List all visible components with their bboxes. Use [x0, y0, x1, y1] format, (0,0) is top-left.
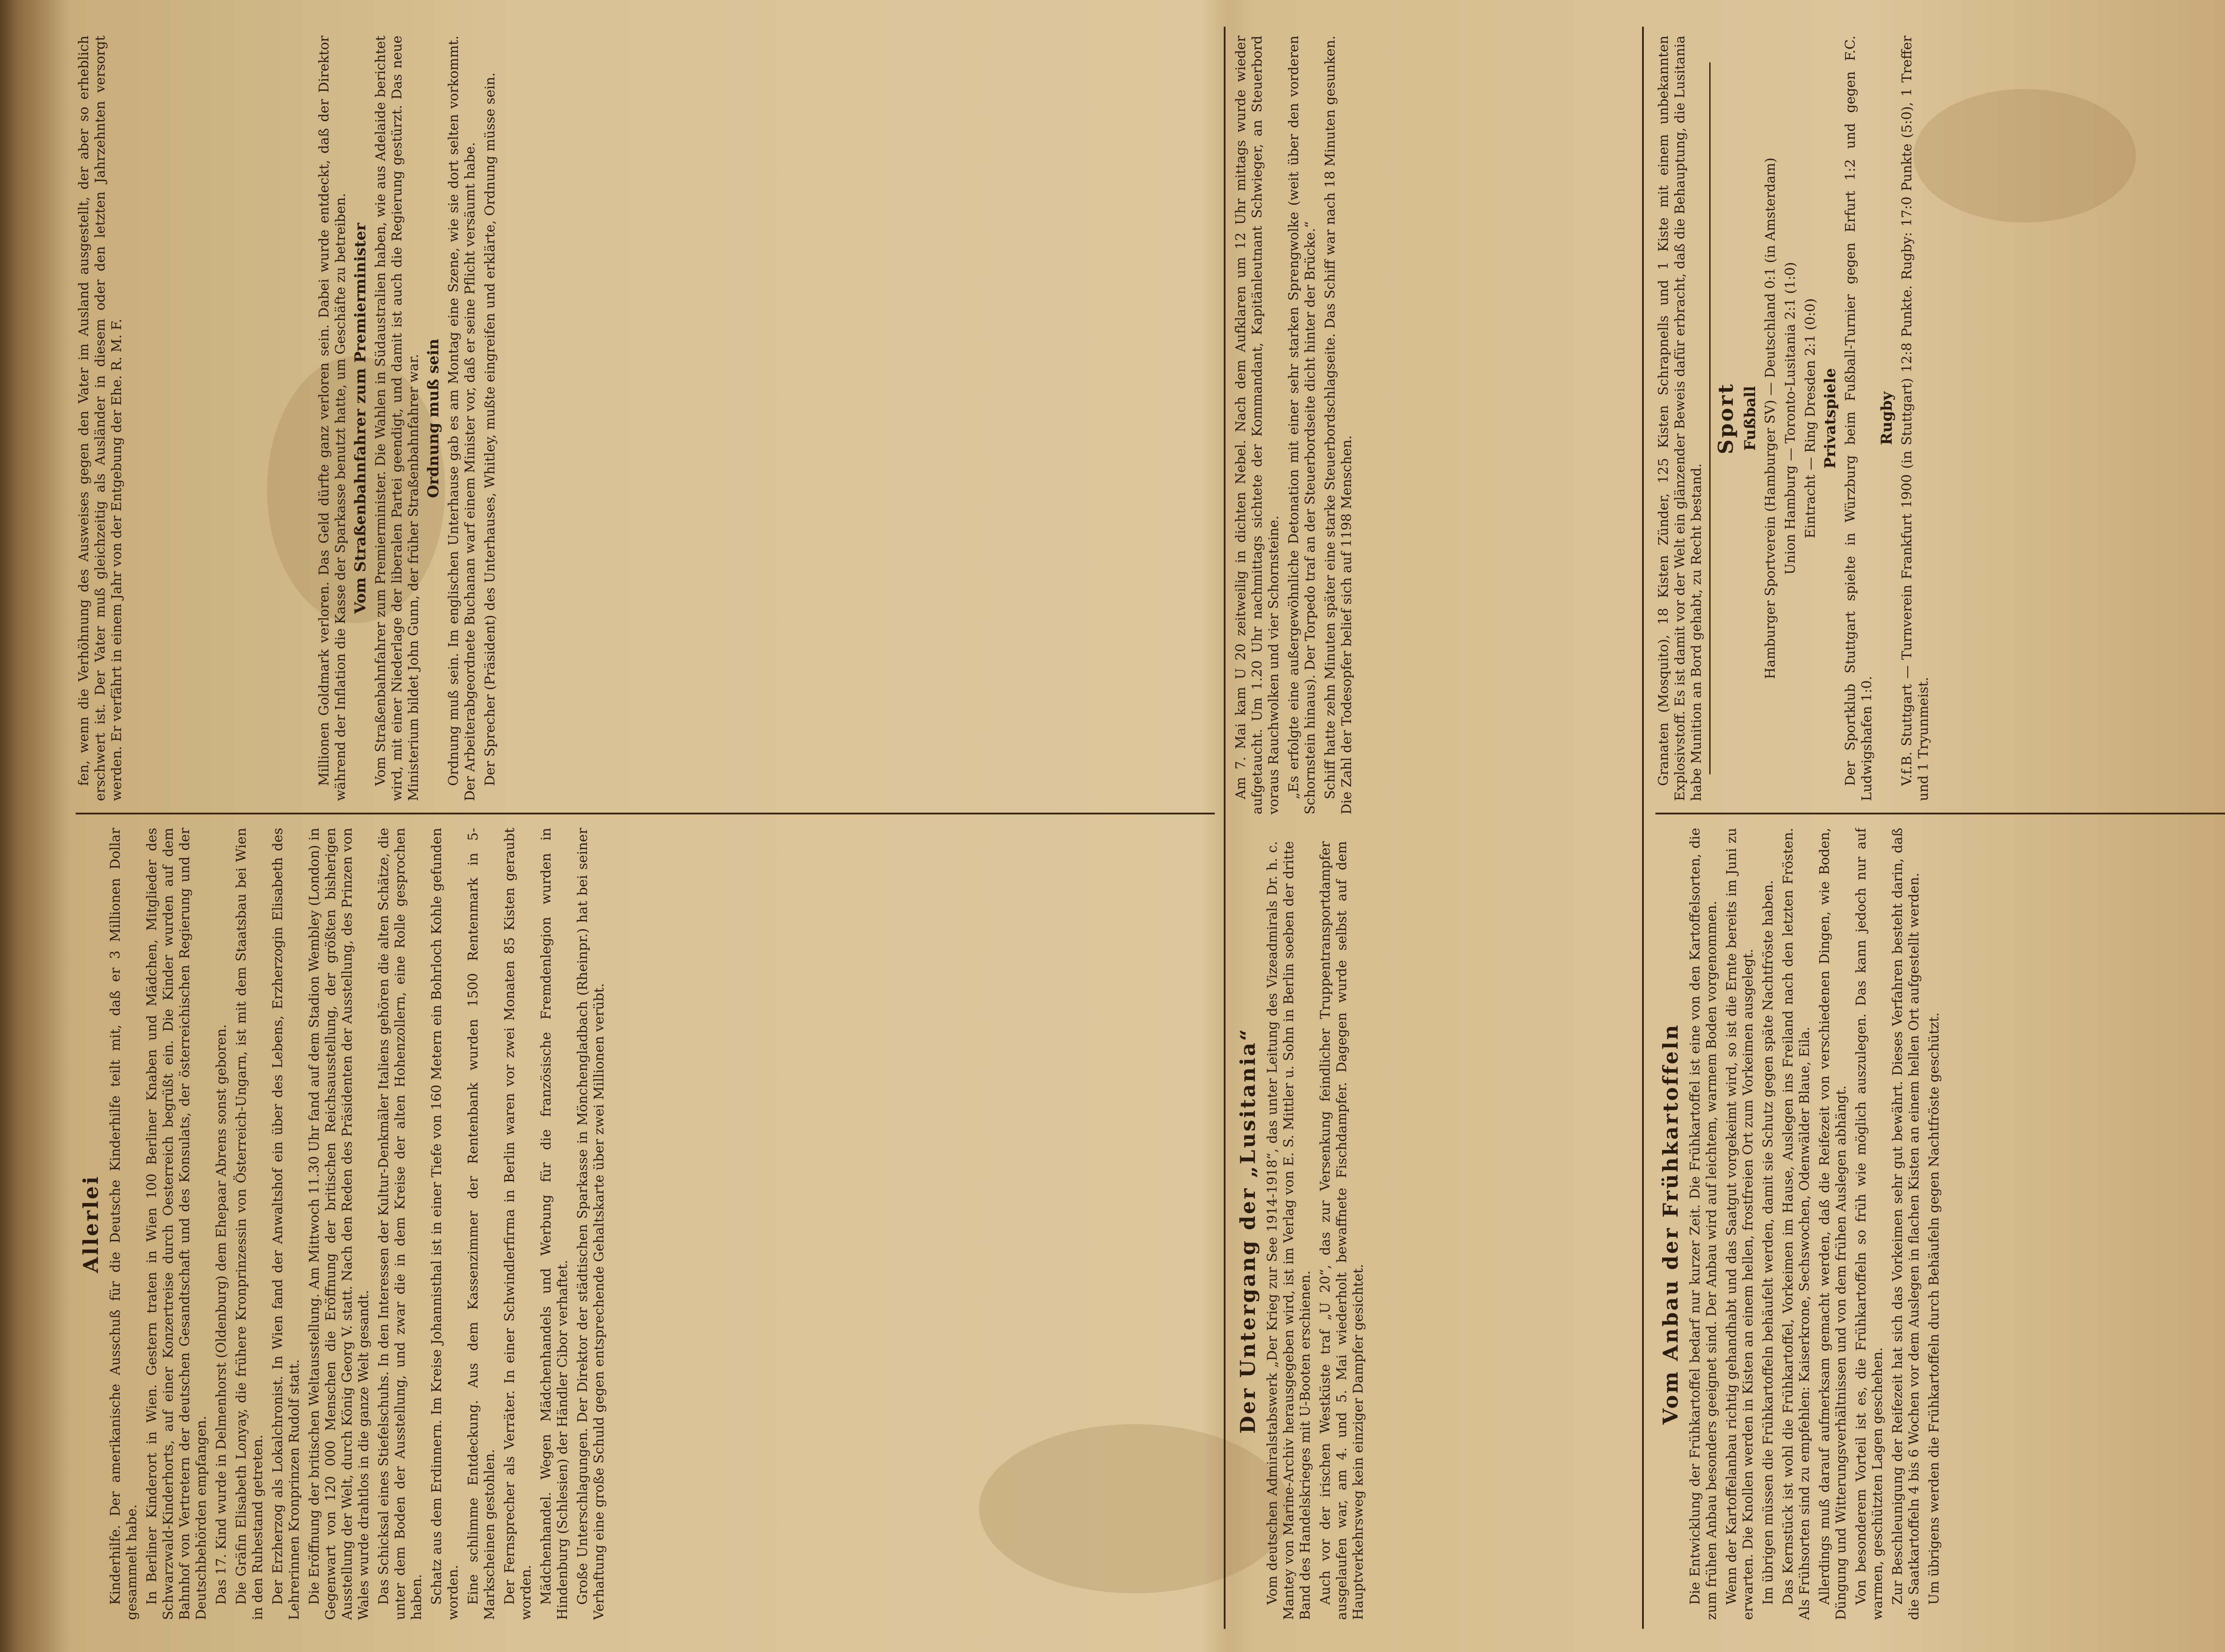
- paragraph: Die Entwicklung der Frühkartoffel bedarf nur kurzer Zeit. Die Frühkartoffel ist eine von den Kartoffelsorten, die zum frühen Anbau besonders geeignet sind. Der Anbau wird auf leichtem, warmem Boden vorgenommen.: [1687, 828, 1719, 1620]
- text-column-6: [1655, 828, 2225, 1620]
- paragraph: Der Sprecher (Präsident) des Unterhauses, Whitley, mußte eingreifen und erklärte, Ordnung müsse sein.: [482, 72, 498, 786]
- paragraph: Allerdings muß darauf aufmerksam gemacht werden, daß die Reifezeit von verschiedenen Dingen, wie Boden, Düngung und Witterungsverhältnissen und von dem frühen Auslegen abhängt.: [1817, 828, 1849, 1620]
- column-divider: [1655, 813, 2225, 814]
- text-column-4: [1233, 36, 1633, 1620]
- paragraph: Das Schicksal eines Stiefelschuhs. In den Interessen der Kultur-Denkmäler Italiens gehören die alten Schätze, die unter dem Boden der Ausstellung, und zwar die in dem Kreise der alten Hohenzollern, eine Rolle gesprochen haben.: [376, 828, 425, 1620]
- paragraph: V.f.B. Stuttgart — Turnverein Frankfurt 1900 (in Stuttgart) 12:8 Punkte. Rugby: 17:0 Punkte (5:0), 1 Treffer und 1 Tryunmeist.: [1899, 36, 1931, 801]
- paragraph: Vom Straßenbahnfahrer zum Premierminister. Die Wahlen in Südaustralien haben, wie aus Adelaide berichtet wird, mit einer Niederlage der liberalen Partei geendigt, und damit ist auch die Regierung gestürzt. Das neue Ministerium bildet John Gunn, der früher Straßenbahnfahrer war.: [373, 36, 421, 801]
- paragraph: Mädchenhandel. Wegen Mädchenhandels und Werbung für die französische Fremdenlegion wurden in Hindenburg (Schlesien) der Händler Cibor verhaftet.: [538, 828, 570, 1620]
- paragraph: „Es erfolgte eine außergewöhnliche Detonation mit einer sehr starken Sprengwolke (weit über den vorderen Schornstein hinaus). Der Torpedo traf an der Steuerbordseite dicht hinter der Brücke.“: [1286, 36, 1318, 814]
- section-heading-allerlei: Allerlei: [79, 1174, 103, 1273]
- paragraph: Kinderhilfe. Der amerikanische Ausschuß für die Deutsche Kinderhilfe teilt mit, daß er 3 Millionen Dollar gesammelt habe.: [108, 828, 140, 1620]
- text-column-1: [76, 36, 298, 801]
- text-column-2: [76, 828, 1215, 1620]
- paragraph: Schiff hatte zehn Minuten später eine starke Steuerbordschlagseite. Das Schiff war nach 18 Minuten gesunken. Die Zahl der Todesopfer belief sich auf 1198 Menschen.: [1323, 36, 1355, 814]
- paragraph: Der Sportklub Stuttgart spielte in Würzburg beim Fußball-Turnier gegen Erfurt 1:2 und gegen F.C. Ludwigshafen 1:0.: [1843, 36, 1875, 801]
- paragraph: Das 17. Kind wurde in Delmenhorst (Oldenburg) dem Ehepaar Abrens sonst geboren.: [214, 1024, 229, 1605]
- paragraph: In Berliner Kinderort in Wien. Gestern traten in Wien 100 Berliner Knaben und Mädchen, Mitglieder des Schwarzwald-Kinderhorts, auf einer Konzertreise durch Oesterreich begrüßt ein. Die Kinder wurden auf dem Bahnhof von Vertretern der deutschen Gesandtschaft und des Konsulats, der österreichischen Regierung und der Deutschbehörden empfangen.: [144, 828, 209, 1620]
- paragraph: Der Erzherzog als Lokalchronist. In Wien fand der Anwaltshof ein über des Lebens, Erzherzogin Elisabeth des Lehrerinnen Kronprinzen Rudolf statt.: [270, 828, 302, 1620]
- paragraph: Die Eröffnung der britischen Weltausstellung. Am Mittwoch 11.30 Uhr fand auf dem Stadion Wembley (London) in Gegenwart von 120 000 Menschen die Eröffnung der britischen Reichsausstellung, der größten bisherigen Ausstellung der Welt, durch König Georg V. statt. Nach den Reden des Präsidenten der Ausstellung, des Prinzen von Wales wurde drahtlos in die ganze Welt gesandt.: [307, 828, 372, 1620]
- section-heading-ordnung: Ordnung muß sein: [425, 339, 442, 498]
- paragraph: Große Unterschlagungen. Der Direktor der städtischen Sparkasse in Mönchengladbach (Rheinpr.) hat bei seiner Verhaftung eine große Schuld gegen entsprechende Gehaltskarte über zwei Millionen verübt.: [575, 828, 607, 1620]
- paragraph: fen, wenn die Verhöhnung des Ausweises gegen den Vater im Ausland ausgestellt, der aber so erheblich erschwert ist. Der Vater muß gleichzeitig als Ausländer in diesem oder den letzten Jahrzehnten versorgt werden. Er verfährt in einem Jahr von der Entgebung der Ehe. R. M. F.: [76, 36, 125, 801]
- match-result: Hamburger Sportverein (Hamburger SV) — Deutschland 0:1 (in Amsterdam): [1763, 158, 1778, 679]
- paragraph: Der Fernsprecher als Verräter. In einer Schwindlerfirma in Berlin waren vor zwei Monaten 85 Kisten geraubt worden.: [502, 828, 534, 1620]
- rotated-page: [67, 18, 2225, 1638]
- paragraph: Wenn der Kartoffelanbau richtig gehandhabt und das Saatgut vorgekeimt wird, so ist die Ernte bereits im Juni zu erwarten. Die Knollen werden in Kisten an einem hellen, frostfreien Ort zum Vorkeimen ausgelegt.: [1724, 828, 1756, 1620]
- section-heading-strassenbahn: Vom Straßenbahnfahrer zum Premierminister: [352, 223, 369, 614]
- paragraph: Eine schlimme Entdeckung. Aus dem Kassenzimmer der Rentenbank wurden 1500 Rentenmark in 5-Markscheinen gestohlen.: [465, 828, 498, 1620]
- page-gutter: [1642, 27, 1644, 1629]
- section-heading-privatspiele: Privatspiele: [1821, 368, 1839, 469]
- section-heading-rugby: Rugby: [1878, 391, 1896, 445]
- section-heading-fussball: Fußball: [1741, 386, 1759, 451]
- paragraph: Das Kernstück ist wohl die Frühkartoffel, Vorkeimen im Hause, Auslegen ins Freiland nach den letzten Frösten. Als Frühsorten sind zu empfehlen: Kaiserkrone, Sechswochen, Odenwälder Blaue, Eila.: [1780, 828, 1812, 1620]
- section-heading-sport: Sport: [1714, 382, 1738, 454]
- text-column-5: [1655, 36, 2225, 801]
- paragraph: Zur Beschleunigung der Reifezeit hat sich das Vorkeimen sehr gut bewährt. Dieses Verfahren besteht darin, daß die Saatkartoffeln 4 bis 6 Wochen vor dem Auslegen in flachen Kisten an einem hellen Ort aufgestellt werden.: [1890, 828, 1922, 1620]
- match-result: Union Hamburg — Toronto-Lusitania 2:1 (1:0): [1783, 262, 1798, 575]
- paragraph: Um übrigens werden die Frühkartoffeln durch Behäufeln gegen Nachtfröste geschützt.: [1926, 1012, 1942, 1605]
- paragraph: Millionen Goldmark verloren. Das Geld dürfte ganz verloren sein. Dabei wurde entdeckt, daß der Direktor während der Inflation die Kasse der Sparkasse benutzt hatte, um Geschäfte zu betreiben.: [316, 36, 348, 801]
- paragraph: Am 7. Mai kam U 20 zeitweilig in dichten Nebel. Nach dem Aufklaren um 12 Uhr mittags wurde wieder aufgetaucht. Um 1.20 Uhr nachmittags sichtete der Kommandant, Kapitänleutnant Schwieger, an Steuerbord voraus Rauchwolken und vier Schornsteine.: [1233, 36, 1282, 814]
- section-heading-lusitania: Der Untergang der „Lusitania“: [1236, 1027, 1260, 1434]
- paragraph: Auch vor der irischen Westküste traf „U 20“, das zur Versenkung feindlicher Truppentransportdampfer ausgelaufen war, am 4. und 5. Mai wiederholt bewaffnete Fischdampfer. Dagegen wurde selbst auf dem Hauptverkehrsweg kein einziger Dampfer gesichtet.: [1318, 841, 1366, 1620]
- column-divider: [76, 813, 1215, 814]
- paragraph: Vom deutschen Admiralstabswerk „Der Krieg zur See 1914-1918“, das unter Leitung des Vizeadmirals Dr. h. c. Mantey von Marine-Archiv herausgegeben wird, ist im Verlag von E. S. Mittler u. Sohn in Berlin soeben der dritte Band des Handelskrieges mit U-Booten erschienen.: [1265, 841, 1313, 1620]
- paragraph: Ordnung muß sein. Im englischen Unterhause gab es am Montag eine Szene, wie sie dort selten vorkommt. Der Arbeiterabgeordnete Buchanan warf einem Minister vor, daß er seine Pflicht versäumt habe.: [446, 36, 478, 801]
- paragraph: Schatz aus dem Erdinnern. Im Kreise Johannisthal ist in einer Tiefe von 160 Metern ein Bohrloch Kohle gefunden worden.: [429, 828, 461, 1620]
- text-column-3: [316, 36, 1215, 801]
- paragraph: Granaten (Mosquito), 18 Kisten Zünder, 125 Kisten Schrapnells und 1 Kiste mit einem unbekannten Explosivstoff. Es ist damit vor der Welt ein glänzender Beweis dafür erbracht, daß die Behauptung, die Lusitania habe Munition an Bord gehabt, zu Recht bestand.: [1656, 36, 1704, 801]
- paragraph: Die Gräfin Elisabeth Lonyay, die frühere Kronprinzessin von Österreich-Ungarn, ist mit dem Staatsbau bei Wien in den Ruhestand getreten.: [234, 828, 266, 1620]
- paragraph: Von besonderem Vorteil ist es, die Frühkartoffeln so früh wie möglich auszulegen. Das kann jedoch nur auf warmen, geschützten Lagen geschehen.: [1853, 828, 1885, 1620]
- match-result: Eintracht — Ring Dresden 2:1 (0:0): [1803, 298, 1818, 539]
- page-gutter: [1224, 27, 1226, 1629]
- divider: [1709, 62, 1711, 774]
- paragraph: Im übrigen müssen die Frühkartoffeln behäufelt werden, damit sie Schutz gegen späte Nachtfröste haben.: [1760, 880, 1776, 1605]
- section-heading-fruehkartoffeln: Vom Anbau der Frühkartoffeln: [1659, 1023, 1683, 1425]
